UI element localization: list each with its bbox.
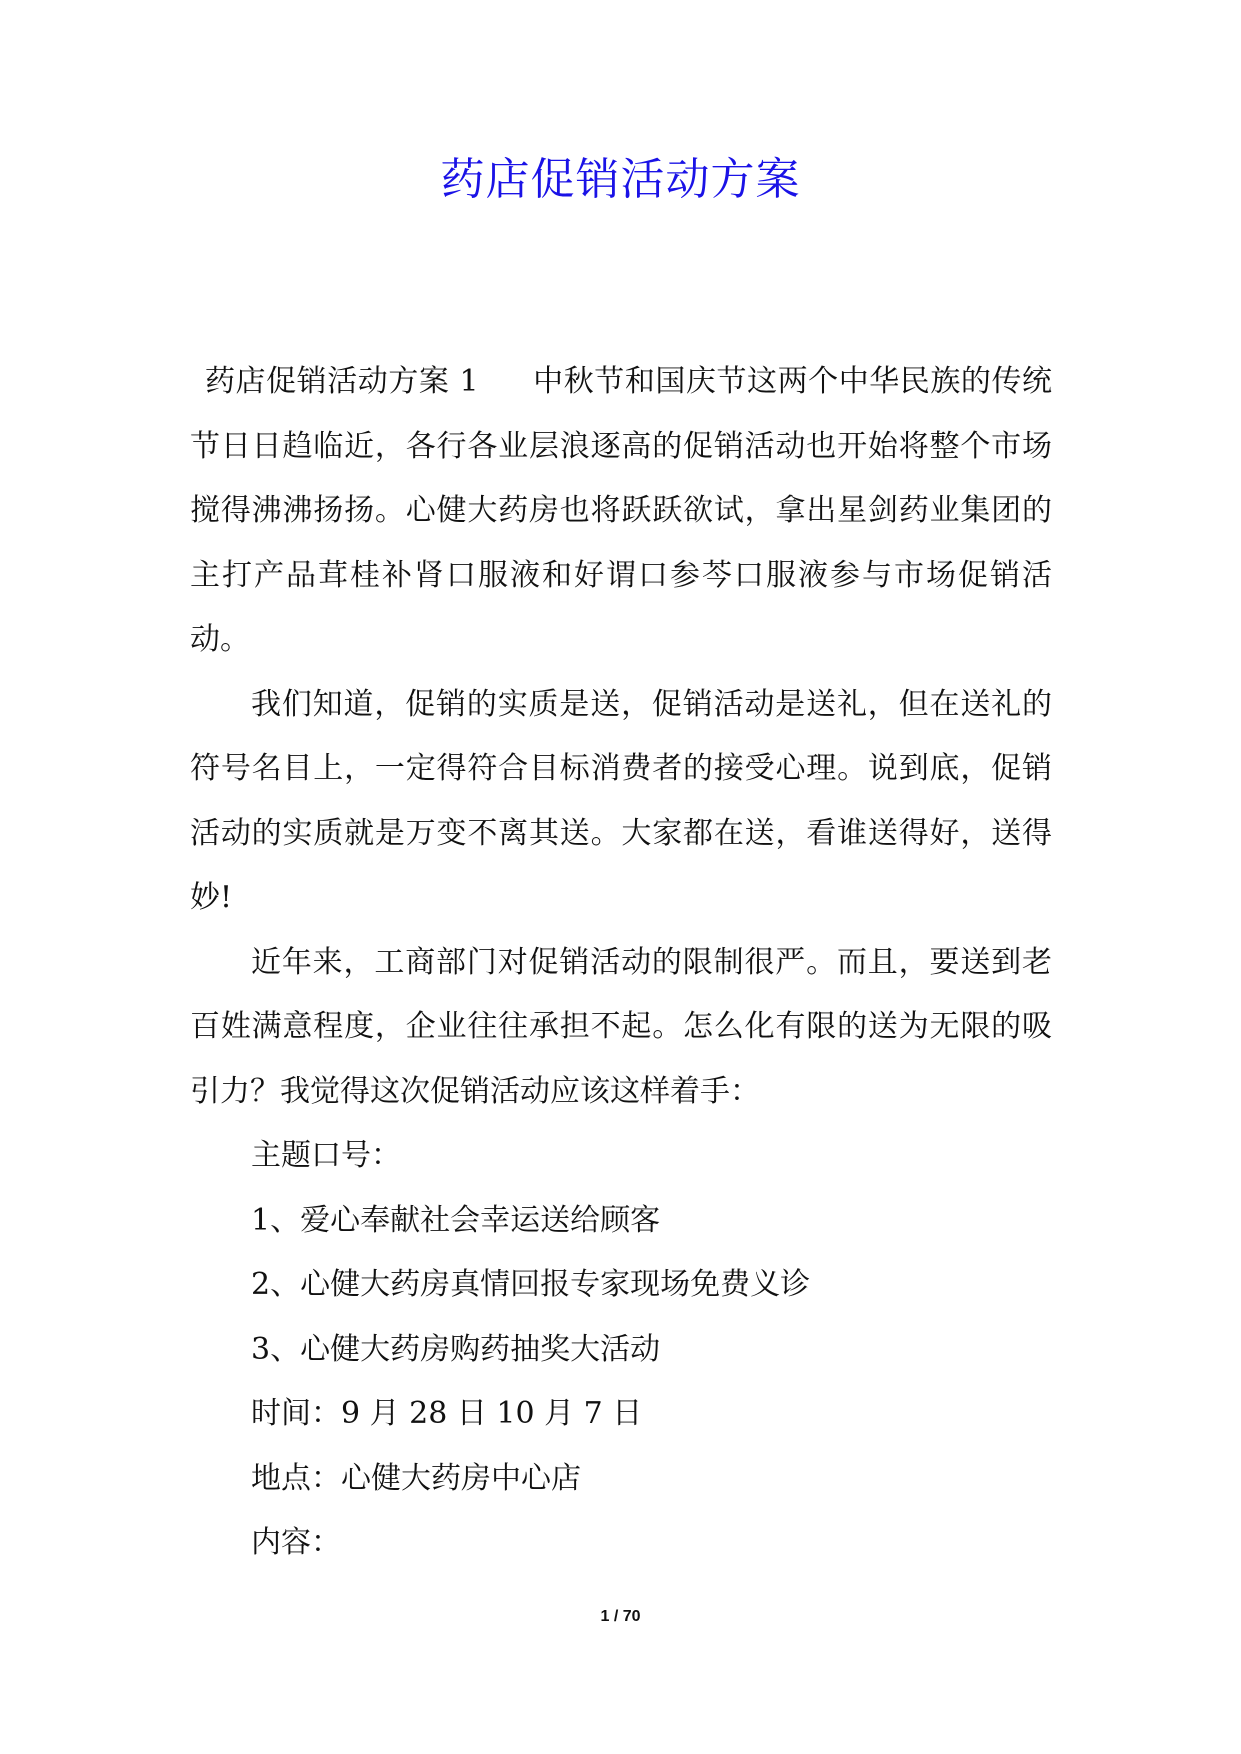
paragraph-time: 时间：9 月 28 日 10 月 7 日 <box>251 1396 643 1431</box>
paragraph-location: 地点：心健大药房中心店 <box>251 1460 581 1496</box>
paragraph: 近年来，工商部门对促销活动的限制很严。而且，要送到老百姓满意程度，企业往往承担不起。怎么化有限的送为无限的吸引力？我觉得这次促销活动应该这样着手： <box>190 944 1052 1109</box>
section-heading: 药店促销活动方案 1 <box>205 364 479 399</box>
document-body <box>190 350 1052 1576</box>
page-number: 1 / 70 <box>600 1608 641 1625</box>
list-item: 1、爱心奉献社会幸运送给顾客 <box>251 1202 661 1238</box>
list-item: 3、心健大药房购药抽奖大活动 <box>251 1331 661 1367</box>
document-title: 药店促销活动方案 <box>440 154 801 205</box>
paragraph-intro <box>190 350 1052 673</box>
paragraph: 我们知道，促销的实质是送，促销活动是送礼，但在送礼的符号名目上，一定得符合目标消费者的接受心理。说到底，促销活动的实质就是万变不离其送。大家都在送，看谁送得好，送得妙! <box>190 686 1052 915</box>
paragraph-intro-text: 中秋节和国庆节这两个中华民族的传统节日日趋临近，各行各业层浪逐高的促销活动也开始将整个市场搅得沸沸扬扬。心健大药房也将跃跃欲试，拿出星剑药业集团的主打产品茸桂补肾口服液和好谓口参芩口服液参与市场促销活动。 <box>190 364 1053 657</box>
paragraph-content-heading: 内容： <box>251 1525 341 1560</box>
list-item: 2、心健大药房真情回报专家现场免费义诊 <box>251 1267 811 1302</box>
paragraph-theme-heading: 主题口号： <box>251 1138 401 1173</box>
